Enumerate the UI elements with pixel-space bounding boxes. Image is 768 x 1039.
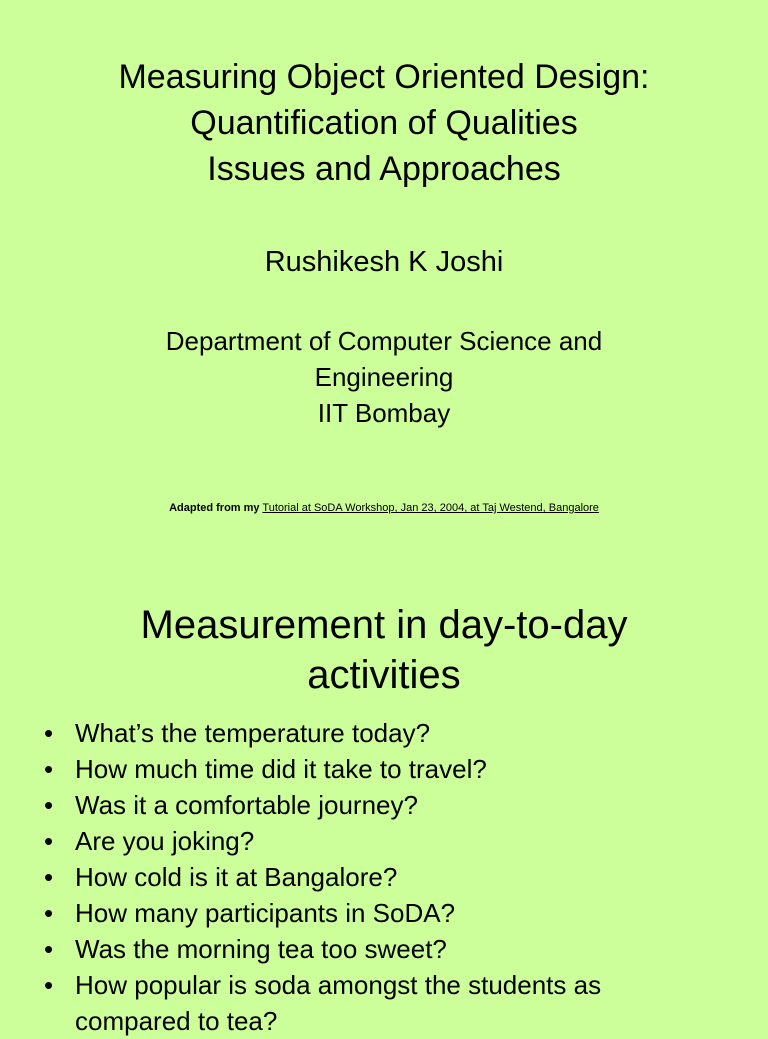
bullet-icon: • (44, 862, 54, 892)
bullet-text: How cold is it at Bangalore? (75, 862, 398, 892)
bullet-text: How many participants in SoDA? (75, 898, 456, 928)
bullet-text: compared to tea? (75, 1006, 278, 1036)
adapted-note-label: Adapted from my (169, 502, 260, 514)
bullet-text: What’s the temperature today? (75, 718, 431, 748)
list-item (0, 787, 768, 823)
slide-heading-line: activities (307, 653, 461, 697)
slide-title-line: Measuring Object Oriented Design: (118, 58, 650, 96)
slide-heading-line: Measurement in day-to-day (140, 603, 628, 647)
list-item (0, 715, 768, 751)
affiliation-line: Department of Computer Science and (165, 326, 603, 356)
list-item (0, 823, 768, 859)
bullet-icon: • (44, 898, 54, 928)
adapted-note (0, 500, 768, 516)
list-item (0, 751, 768, 787)
tutorial-link[interactable]: Tutorial at SoDA Workshop, Jan 23, 2004, at Taj Westend, Bangalore (262, 502, 599, 514)
author-name: Rushikesh K Joshi (264, 246, 504, 278)
list-item (0, 931, 768, 967)
bullet-icon: • (44, 970, 54, 1000)
affiliation-line: IIT Bombay (317, 398, 451, 428)
slide-title-line: Quantification of Qualities (190, 104, 578, 142)
slide-title-line: Issues and Approaches (207, 150, 561, 188)
list-item (0, 967, 768, 1003)
slide-heading (0, 600, 768, 700)
bullet-text: Was it a comfortable journey? (75, 790, 418, 820)
bullet-text: Was the morning tea too sweet? (75, 934, 447, 964)
bullet-list (0, 715, 768, 1039)
list-item (0, 895, 768, 931)
list-item (0, 859, 768, 895)
bullet-icon: • (44, 790, 54, 820)
bullet-text: How popular is soda amongst the students as (75, 970, 602, 1000)
affiliation-line: Engineering (314, 362, 454, 392)
list-item-continuation (0, 1003, 768, 1039)
bullet-icon: • (44, 826, 54, 856)
bullet-icon: • (44, 718, 54, 748)
content-slide (0, 568, 768, 1036)
bullet-icon: • (44, 934, 54, 964)
bullet-text: Are you joking? (75, 826, 255, 856)
bullet-icon: • (44, 754, 54, 784)
bullet-text: How much time did it take to travel? (75, 754, 487, 784)
slide-title (0, 54, 768, 192)
affiliation (0, 323, 768, 431)
